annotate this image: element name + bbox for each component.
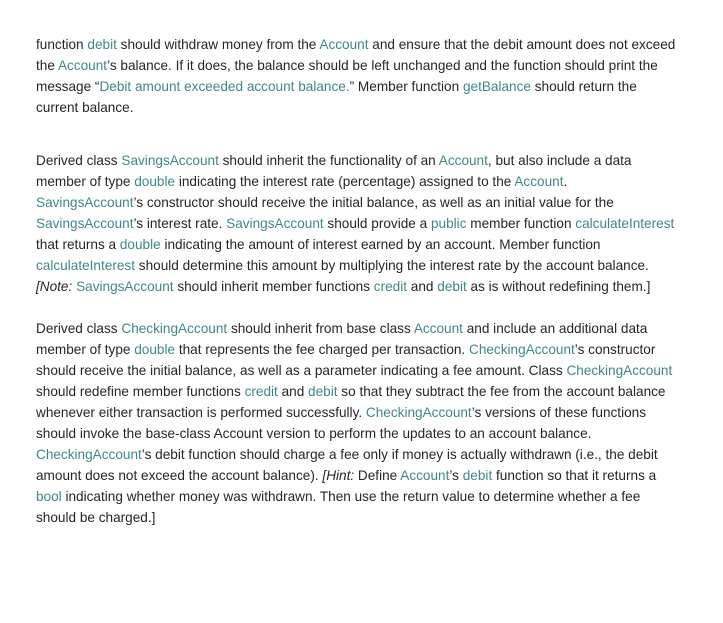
text-run: , but also include a data member of type [36,153,632,189]
text-run: ’s constructor should receive the initial balance, as well as an initial value for the [133,195,614,210]
text-run: should redefine member functions [36,384,245,399]
code-term: CheckingAccount [365,405,472,420]
text-run: so that they subtract the fee from the account balance whenever either transaction is performed successfully. [36,384,666,420]
text-run: should inherit the functionality of an [218,153,439,168]
code-term: credit [373,279,408,294]
text-run: indicating the interest rate (percentage) assigned to the [175,174,515,189]
code-term: CheckingAccount [469,342,575,357]
italic-note: [Note: [36,279,73,294]
code-term: calculateInterest [36,258,135,273]
paragraph-spacer [36,297,676,318]
code-term: getBalance [462,79,531,94]
text-run: ’s debit function should charge a fee only if money is actually withdrawn (i.e., the debit amount does not exceed the account balance). [36,447,658,483]
code-term: double [119,237,161,252]
italic-note: [Hint: [322,468,355,483]
text-run: that represents the fee charged per transaction. [175,342,469,357]
text-run: Derived class [36,153,122,168]
paragraph-savings-account [36,150,676,297]
code-term: SavingsAccount [76,279,174,294]
text-run: should withdraw money from the [116,37,320,52]
document-body [36,34,676,528]
text-run: function so that it returns a [492,468,657,483]
code-term: Account [413,321,463,336]
code-term: credit [244,384,278,399]
text-run: indicating whether money was withdrawn. Then use the return value to determine whether a fee should be charged.] [36,489,641,525]
code-term: SavingsAccount [121,153,219,168]
code-term: CheckingAccount [121,321,228,336]
code-term: Account [319,37,369,52]
text-run: indicating the amount of interest earned by an account. Member function [160,237,601,252]
code-term: SavingsAccount [226,216,324,231]
text-run: should provide a [323,216,431,231]
text-run: function [36,37,88,52]
code-term: SavingsAccount [36,216,134,231]
code-term: Account [400,468,450,483]
code-term: SavingsAccount [36,195,134,210]
code-term: debit [462,468,493,483]
text-run: should inherit from base class [227,321,414,336]
text-run: ’s versions of these functions should invoke the base-class Account version to perform the updates to an account balance. [36,405,647,441]
code-term: debit [308,384,338,399]
text-run: member function [466,216,576,231]
text-run: as is without redefining them.] [466,279,651,294]
text-run: and include an additional data member of type [36,321,648,357]
code-term: CheckingAccount [36,447,142,462]
text-run: . [563,174,568,189]
text-run: and [407,279,438,294]
text-run: that returns a [36,237,120,252]
text-run: and ensure that the debit amount does not exceed the [36,37,676,73]
text-run: ” Member function [349,79,463,94]
code-term: debit [437,279,467,294]
text-run: should inherit member functions [173,279,374,294]
text-run: should return the current balance. [36,79,637,115]
text-run: and [277,384,309,399]
code-term: double [134,342,176,357]
code-term: debit [87,37,117,52]
text-run: ’s constructor should receive the initial balance, as well as a parameter indicating a fee amount. Class [36,342,656,378]
code-term: calculateInterest [575,216,675,231]
code-term: Debit amount exceeded account balance. [99,79,350,94]
paragraph-debit-balance [36,34,676,118]
code-term: Account [514,174,564,189]
text-run: should determine this amount by multiplying the interest rate by the account balance. [135,258,649,273]
text-run: Define [354,468,401,483]
paragraph-spacer [36,118,676,150]
text-run: ’s balance. If it does, the balance should be left unchanged and the function should print the message “ [36,58,658,94]
code-term: bool [36,489,62,504]
text-run: ’s [449,468,463,483]
text-run: Derived class [36,321,122,336]
code-term: double [134,174,176,189]
text-run: ’s interest rate. [133,216,227,231]
paragraph-checking-account [36,318,676,528]
code-term: public [430,216,467,231]
code-term: Account [57,58,108,73]
code-term: CheckingAccount [566,363,673,378]
code-term: Account [438,153,488,168]
